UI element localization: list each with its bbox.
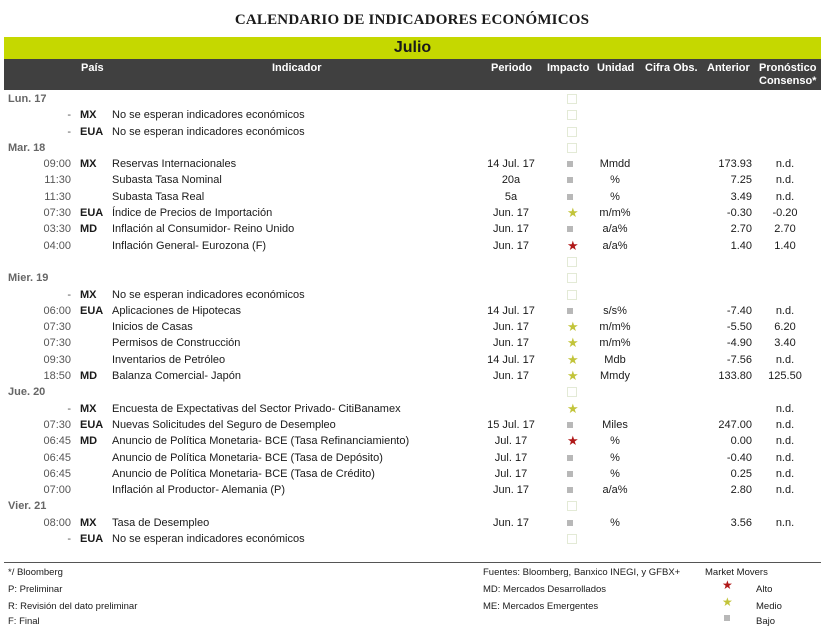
day-label: Jue. 20 [8,386,46,399]
previous-cell: 0.25 [730,467,752,480]
table-row [0,156,824,172]
forecast-cell: 3.40 [774,337,796,350]
previous-cell: -5.50 [726,321,752,334]
table-row: 07:30 EUA Índice de Precios de Importación Jun. 17 m/m% -0.30 -0.20 ★ [0,205,824,221]
forecast-cell: n.d. [775,484,795,497]
legend-low-label: Bajo [756,616,776,627]
unit-cell: m/m% [599,207,631,220]
col-indicator: Indicador [272,62,322,74]
forecast-cell: n.d. [775,353,795,366]
indicator-cell: Balanza Comercial- Japón [112,370,242,383]
previous-cell: 247.00 [718,418,752,431]
indicator-cell: Índice de Precios de Importación [112,207,273,220]
country-cell: MX [80,402,97,415]
table-row [0,450,824,466]
country-cell: MD [80,223,98,236]
unit-cell: m/m% [599,337,631,350]
country-cell: MX [80,288,97,301]
footnote-source: */ Bloomberg [8,567,63,578]
forecast-cell: 2.70 [774,223,796,236]
forecast-cell: n.d. [775,158,795,171]
forecast-cell: n.d. [775,451,795,464]
footnote-md: MD: Mercados Desarrollados [483,584,607,595]
table-row [0,287,824,303]
indicator-cell: Inicios de Casas [112,321,193,334]
country-cell: MX [80,109,97,122]
table-row [0,303,824,319]
day-header [0,498,824,514]
period-cell: Jul. 17 [494,467,528,480]
indicator-cell: Subasta Tasa Real [112,190,205,203]
period-cell: Jun. 17 [492,239,530,252]
day-label: Lun. 17 [8,93,47,105]
time-cell: 04:00 [43,239,71,252]
col-previous: Anterior [707,62,750,74]
previous-cell: -0.30 [726,207,752,220]
table-row [0,221,824,237]
unit-cell: % [610,451,620,464]
time-cell: 03:30 [43,223,71,236]
legend-medium-star-icon: ★ [722,595,733,609]
col-actual: Cifra Obs. [645,62,698,74]
period-cell: 15 Jul. 17 [487,418,535,431]
period-cell: Jun. 17 [492,516,530,529]
table-row: 09:30 Inventarios de Petróleo 14 Jul. 17 Mdb -7.56 n.d. ★ [0,352,824,368]
calendar-table [0,91,824,547]
table-row: 07:30 Inicios de Casas Jun. 17 m/m% -5.50 6.20 ★ [0,319,824,335]
day-header [0,140,824,156]
table-row [0,515,824,531]
table-row [0,124,824,140]
spacer-row [0,254,824,270]
forecast-cell: n.d. [775,418,795,431]
col-forecast-line2: Consenso* [759,75,817,87]
day-header [0,384,824,400]
period-cell: Jun. 17 [492,370,530,383]
period-cell: 14 Jul. 17 [487,158,535,171]
unit-cell: Mmdy [600,370,630,383]
time-cell: 07:30 [43,337,71,350]
time-cell: 11:30 [44,174,71,187]
previous-cell: 2.80 [730,484,752,497]
col-period: Periodo [491,62,532,74]
unit-cell: a/a% [602,484,628,497]
legend-title: Market Movers [705,567,768,578]
time-cell: 08:00 [43,516,71,529]
footnote-revision: R: Revisión del dato preliminar [8,601,138,612]
table-row [0,189,824,205]
indicator-cell: Inventarios de Petróleo [112,353,226,366]
col-impact: Impacto [547,62,590,74]
time-cell: 06:00 [43,304,71,317]
previous-cell: -0.40 [726,451,752,464]
table-row [0,417,824,433]
day-label: Mier. 19 [8,272,49,285]
indicator-cell: Subasta Tasa Nominal [112,174,222,187]
time-cell: 07:30 [43,207,71,220]
indicator-cell: Nuevas Solicitudes del Seguro de Desempleo [112,418,336,431]
country-cell: MD [80,370,98,383]
time-cell: 18:50 [43,370,71,383]
col-unit: Unidad [597,62,635,74]
indicator-cell: Inflación General- Eurozona (F) [112,239,267,252]
forecast-cell: 1.40 [774,239,796,252]
period-cell: Jun. 17 [492,223,530,236]
unit-cell: a/a% [602,223,628,236]
forecast-cell: n.d. [775,304,795,317]
table-row [0,482,824,498]
country-cell: MD [80,435,98,448]
time-cell: 11:30 [44,190,71,203]
country-cell: EUA [80,125,104,138]
time-cell: - [67,288,71,301]
indicator-cell: Reservas Internacionales [112,158,237,171]
previous-cell: 133.80 [718,370,752,383]
time-cell: 06:45 [43,467,71,480]
forecast-cell: 6.20 [774,321,796,334]
time-cell: 09:30 [43,353,71,366]
indicator-cell: No se esperan indicadores económicos [112,125,305,138]
time-cell: 06:45 [43,451,71,464]
indicator-cell: No se esperan indicadores económicos [112,288,305,301]
previous-cell: -4.90 [726,337,752,350]
forecast-cell: n.d. [775,402,795,415]
time-cell: - [67,109,71,122]
time-cell: 06:45 [43,435,71,448]
country-cell: MX [80,158,97,171]
day-header [0,91,824,107]
forecast-cell: n.d. [775,190,795,203]
country-cell: EUA [80,533,104,546]
unit-cell: m/m% [599,321,631,334]
time-cell: 07:30 [43,321,71,334]
period-cell: 5a [504,190,518,203]
day-label: Mar. 18 [8,141,46,154]
previous-cell: 3.56 [730,516,752,529]
indicator-cell: Anuncio de Política Monetaria- BCE (Tasa de Depósito) [112,451,383,464]
period-cell: 14 Jul. 17 [487,304,535,317]
indicator-cell: Inflación al Consumidor- Reino Unido [112,223,295,236]
page-title: CALENDARIO DE INDICADORES ECONÓMICOS [234,12,590,28]
indicator-cell: Anuncio de Política Monetaria- BCE (Tasa Refinanciamiento) [112,435,410,448]
forecast-cell: n.n. [775,516,795,529]
indicator-cell: Aplicaciones de Hipotecas [112,304,242,317]
time-cell: 07:30 [43,418,71,431]
footnote-sources: Fuentes: Bloomberg, Banxico INEGI, y GFBX+ [483,567,681,578]
table-row: - MX Encuesta de Expectativas del Sector Privado- CitiBanamex n.d. ★ [0,401,824,417]
footer-divider [4,562,821,563]
table-row: 07:30 Permisos de Construcción Jun. 17 m/m% -4.90 3.40 ★ [0,335,824,351]
unit-cell: % [610,435,620,448]
footnote-final: F: Final [8,616,40,627]
previous-cell: 3.49 [730,190,752,203]
indicator-cell: Permisos de Construcción [112,337,241,350]
period-cell: Jul. 17 [494,451,528,464]
previous-cell: 1.40 [730,239,752,252]
legend-high-label: Alto [756,584,773,595]
footnote-preliminary: P: Preliminar [8,584,63,595]
table-row [0,466,824,482]
previous-cell: 173.93 [718,158,752,171]
day-label: Vier. 21 [8,500,47,513]
forecast-cell: -0.20 [772,207,798,220]
unit-cell: s/s% [603,304,627,317]
country-cell: MX [80,516,97,529]
footnote-me: ME: Mercados Emergentes [483,601,599,612]
col-forecast-line1: Pronóstico [759,62,817,74]
table-row: 04:00 Inflación General- Eurozona (F) Jun. 17 a/a% 1.40 1.40 ★ [0,238,824,254]
unit-cell: Mdb [604,353,626,366]
forecast-cell: n.d. [775,174,795,187]
country-cell: EUA [80,304,104,317]
country-cell: EUA [80,207,104,220]
previous-cell: 0.00 [730,435,752,448]
period-cell: Jun. 17 [492,207,530,220]
day-header [0,270,824,286]
period-cell: Jun. 17 [492,337,530,350]
period-cell: 14 Jul. 17 [487,353,535,366]
unit-cell: % [610,190,620,203]
indicator-cell: Inflación al Productor- Alemania (P) [112,484,286,497]
previous-cell: -7.40 [726,304,752,317]
unit-cell: a/a% [602,239,628,252]
unit-cell: % [610,467,620,480]
period-cell: Jul. 17 [494,435,528,448]
indicator-cell: Tasa de Desempleo [112,516,210,529]
forecast-cell: n.d. [775,435,795,448]
col-country: País [81,62,104,74]
table-header [4,59,821,90]
unit-cell: Miles [602,418,628,431]
table-row [0,107,824,123]
table-row [0,531,824,547]
month-banner: Julio [4,37,821,59]
time-cell: 09:00 [43,158,71,171]
forecast-cell: n.d. [775,467,795,480]
country-cell: EUA [80,418,104,431]
table-row: 18:50 MD Balanza Comercial- Japón Jun. 17 Mmdy 133.80 125.50 ★ [0,368,824,384]
indicator-cell: No se esperan indicadores económicos [112,109,305,122]
time-cell: - [67,402,71,415]
unit-cell: % [610,516,620,529]
period-cell: Jun. 17 [492,484,530,497]
previous-cell: 7.25 [730,174,752,187]
legend-medium-label: Medio [756,601,782,612]
forecast-cell: 125.50 [768,370,802,383]
time-cell: - [67,533,71,546]
indicator-cell: Anuncio de Política Monetaria- BCE (Tasa de Crédito) [112,467,375,480]
period-cell: 20a [501,174,521,187]
table-row: 06:45 MD Anuncio de Política Monetaria- BCE (Tasa Refinanciamiento) Jul. 17 % 0.00 n.d. ★ [0,433,824,449]
time-cell: - [67,125,71,138]
legend-low-square-icon [724,610,730,624]
time-cell: 07:00 [43,484,71,497]
table-row [0,172,824,188]
indicator-cell: Encuesta de Expectativas del Sector Privado- CitiBanamex [112,402,401,415]
unit-cell: Mmdd [599,158,631,171]
previous-cell: -7.56 [726,353,752,366]
period-cell: Jun. 17 [492,321,530,334]
previous-cell: 2.70 [730,223,752,236]
unit-cell: % [610,174,620,187]
indicator-cell: No se esperan indicadores económicos [112,533,305,546]
legend-high-star-icon: ★ [722,578,733,592]
